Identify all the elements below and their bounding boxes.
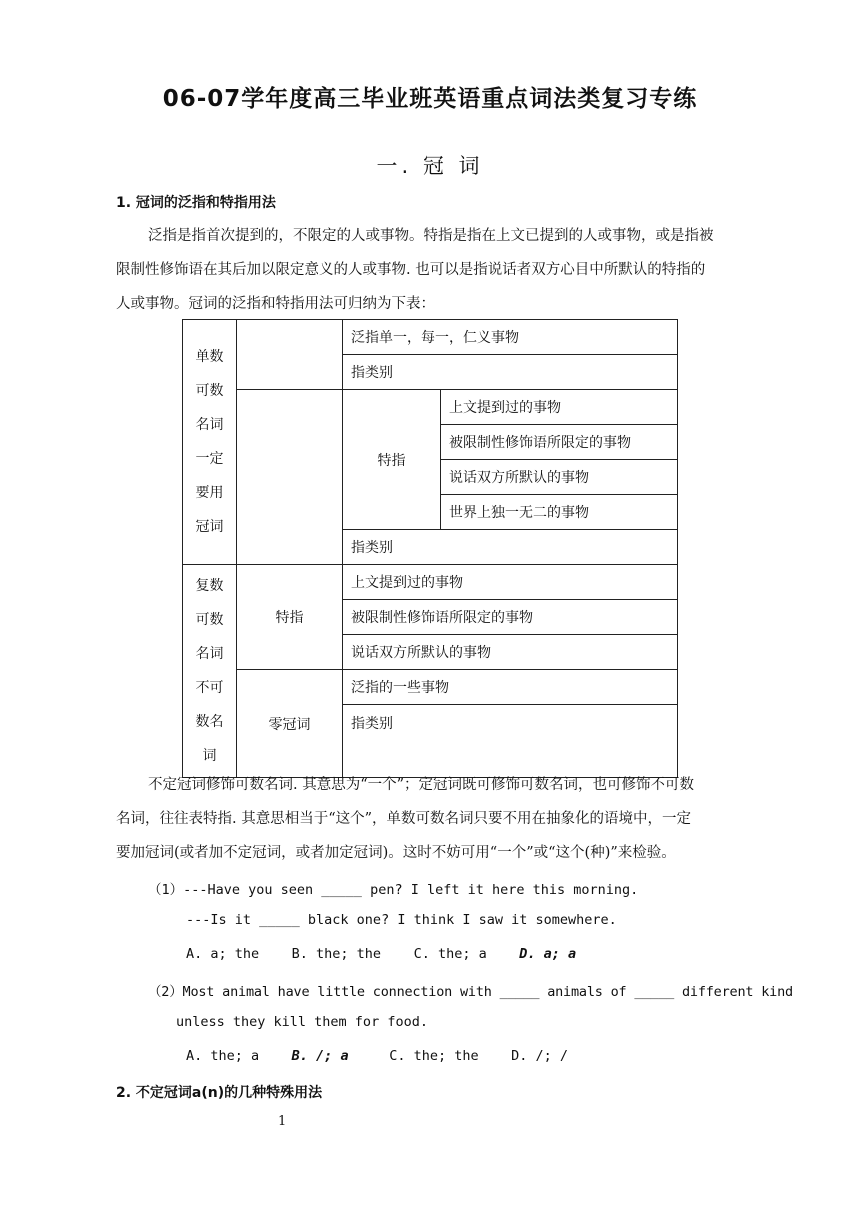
- table-cell: 指类别: [343, 355, 678, 390]
- intro-paragraph: [116, 219, 746, 321]
- label-line: 可数: [195, 612, 224, 628]
- options-text: A. the; a: [186, 1048, 292, 1064]
- table-cell: 上文提到过的事物: [343, 565, 678, 600]
- question-2-line-2: unless they kill them for food.: [176, 1014, 428, 1030]
- plural-uncountable-label: [183, 565, 237, 778]
- label-line: 词: [202, 748, 217, 764]
- table-cell: 世界上独一无二的事物: [441, 495, 678, 530]
- intro-line: 限制性修饰语在其后加以限定意义的人或事物. 也可以是指说话者双方心目中所默认的特指的: [116, 262, 706, 278]
- label-line: 复数: [195, 578, 224, 594]
- label-line: 名词: [195, 646, 224, 662]
- article-usage-table: [182, 319, 678, 778]
- singular-countable-label: [183, 320, 237, 565]
- table-cell: 泛指的一些事物: [343, 670, 678, 705]
- label-line: 可数: [195, 383, 224, 399]
- question-2-line-1: （2）Most animal have little connection with _____ animals of _____ different kind: [148, 984, 793, 1000]
- table-cell: 被限制性修饰语所限定的事物: [343, 600, 678, 635]
- table-cell: 泛指单一，每一，仁义事物: [343, 320, 678, 355]
- zero-article-label: 零冠词: [237, 670, 343, 778]
- table-cell: 说话双方所默认的事物: [343, 635, 678, 670]
- correct-answer: D. a; a: [519, 946, 577, 962]
- heading-indefinite-article: 2. 不定冠词a(n)的几种特殊用法: [116, 1085, 323, 1101]
- heading-article-usage: 1. 冠词的泛指和特指用法: [116, 195, 276, 211]
- explanation-line: 不定冠词修饰可数名词. 其意思为“一个”；定冠词既可修饰可数名词，也可修饰不可数: [148, 777, 695, 793]
- explanation-paragraph: [116, 768, 746, 870]
- label-line: 单数: [195, 349, 224, 365]
- label-line: 不可: [195, 680, 224, 696]
- label-line: 数名: [195, 714, 224, 730]
- document-title: 06-07学年度高三毕业班英语重点词法类复习专练: [162, 86, 698, 112]
- question-1-options: [186, 946, 576, 962]
- explanation-line: 名词，往往表特指. 其意思相当于“这个”，单数可数名词只要不用在抽象化的语境中，一定: [116, 811, 692, 827]
- label-line: 一定: [195, 451, 224, 467]
- table-cell: 指类别: [343, 530, 678, 565]
- correct-answer: B. /; a: [291, 1048, 349, 1064]
- options-text: C. the; the D. /; /: [348, 1048, 569, 1064]
- section-title: 一. 冠 词: [376, 154, 484, 178]
- table-cell: 指类别: [343, 705, 678, 778]
- table-cell: 上文提到过的事物: [441, 390, 678, 425]
- empty-cell: [237, 320, 343, 390]
- intro-line: 人或事物。冠词的泛指和特指用法可归纳为下表：: [116, 296, 435, 312]
- specific-label: 特指: [343, 390, 441, 530]
- table-cell: 被限制性修饰语所限定的事物: [441, 425, 678, 460]
- question-2-options: [186, 1048, 568, 1064]
- label-line: 要用: [195, 485, 224, 501]
- empty-cell: [237, 390, 343, 565]
- explanation-line: 要加冠词(或者加不定冠词，或者加定冠词)。这时不妨可用“一个”或“这个(种)”来检验。: [116, 845, 676, 861]
- plural-specific-label: 特指: [237, 565, 343, 670]
- page-number: 1: [278, 1114, 287, 1129]
- label-line: 名词: [195, 417, 224, 433]
- question-1-line-2: ---Is it _____ black one? I think I saw it somewhere.: [186, 912, 617, 928]
- label-line: 冠词: [195, 519, 224, 535]
- options-text: A. a; the B. the; the C. the; a: [186, 946, 520, 962]
- question-1-line-1: （1）---Have you seen _____ pen? I left it here this morning.: [148, 882, 639, 898]
- table-cell: 说话双方所默认的事物: [441, 460, 678, 495]
- intro-line: 泛指是指首次提到的，不限定的人或事物。特指是指在上文已提到的人或事物，或是指被: [148, 228, 714, 244]
